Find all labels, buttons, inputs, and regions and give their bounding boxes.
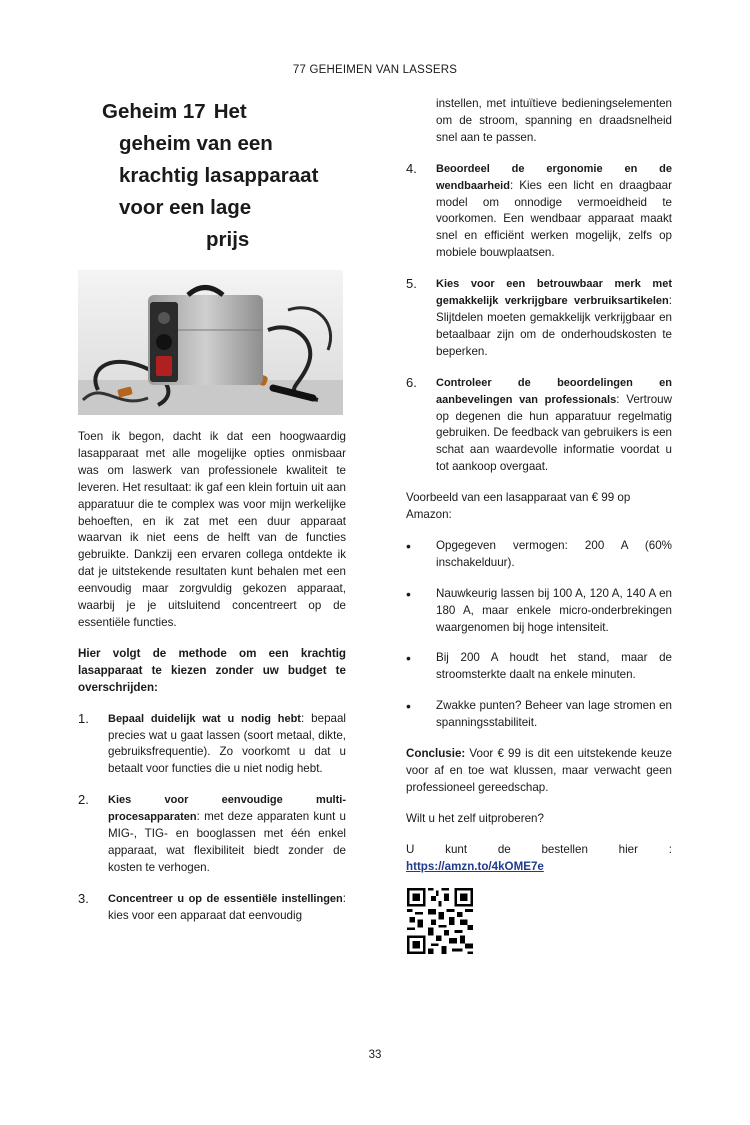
qr-code: [406, 888, 474, 954]
order-text: U kunt de bestellen hier :: [406, 842, 672, 856]
bullet-list: [406, 538, 672, 732]
step-text: : Slijtdelen moeten gemakkelijk verkrijgbaar en betaalbaar zijn om de onderhoudskosten te beperken.: [436, 294, 672, 358]
list-number: 5.: [406, 276, 417, 292]
step-heading: Beoordeel de ergonomie en de wendbaarheid: [436, 162, 672, 192]
bullet-item: [406, 538, 672, 572]
step-heading: Bepaal duidelijk wat u nodig hebt: [108, 712, 301, 725]
running-header: 77 GEHEIMEN VAN LASSERS: [292, 64, 458, 76]
title-line-3: krachtig lasapparaat: [119, 164, 319, 187]
title-prefix: Geheim 17: [102, 100, 206, 123]
list-number: 2.: [78, 792, 89, 808]
step-heading: Concentreer u op de essentiële instellingen: [108, 892, 343, 905]
steps-list-left: [78, 711, 346, 925]
title-line-2: geheim van een: [119, 132, 273, 155]
bullet-icon: •: [406, 698, 411, 715]
conclusion-text: Voor € 99 is dit een uitstekende keuze voor af en toe wat klussen, maar verwacht geen professioneel gereedschap.: [406, 747, 672, 794]
bullet-text: Zwakke punten? Beheer van lage stromen en spanningsstabiliteit.: [436, 699, 672, 730]
bullet-icon: •: [406, 537, 411, 554]
title-line-1: Het: [213, 100, 247, 123]
left-column: [78, 96, 346, 939]
conclusion-label: Conclusie:: [406, 747, 466, 761]
list-number: 1.: [78, 710, 89, 726]
page-number: 33: [368, 1049, 382, 1061]
list-item: [406, 276, 672, 361]
step-text: : met deze apparaten kunt u MIG-, TIG- en booglassen met één enkel apparaat, wat flexibiliteit biedt zonder de kosten te verhogen.: [108, 810, 346, 874]
bullet-icon: •: [406, 585, 411, 602]
list-item: [406, 161, 672, 262]
list-number: 6.: [406, 374, 417, 390]
bullet-text: Bij 200 A houdt het stand, maar de stroomsterkte daalt na enkele minuten.: [436, 651, 672, 682]
welding-machine-photo: [78, 270, 343, 415]
step-text: : bepaal precies wat u gaat lassen (soort metaal, dikte, gebruiksfrequentie). Zo voorkomt u dat u betaalt voor functies die u niet nodig hebt.: [108, 711, 346, 776]
bullet-text: Nauwkeurig lassen bij 100 A, 120 A, 140 A en 180 A, maar enkele micro-onderbrekingen waargenomen bij hoge intensiteit.: [436, 586, 672, 634]
conclusion-paragraph: [406, 746, 672, 797]
intro-paragraph: Toen ik begon, dacht ik dat een hoogwaardig lasapparaat met alle mogelijke opties onmisbaar was om laswerk van professionele kwaliteit te leveren. Het resultaat: ik gaf een klein fortuin uit aan apparatuur die te complex was voor mijn werkelijke behoeften, en ik zat met een duur apparaat waarvan ik niet eens de helft van de functies gebruikte. Dankzij een ervaren collega ontdekte ik dat je uitstekende resultaten kunt behalen met een eenvoudig maar zorgvuldig gekozen apparaat, waarbij je je uitsluitend concentreert op de essentiële functies.: [78, 430, 346, 629]
method-heading: Hier volgt de methode om een krachtig lasapparaat te kiezen zonder uw budget te overschrijden:: [78, 646, 346, 694]
step-heading: Kies voor een betrouwbaar merk met gemakkelijk verkrijgbare verbruiksartikelen: [436, 278, 672, 308]
list-number: 4.: [406, 160, 417, 176]
step-text: : kies voor een apparaat dat eenvoudig: [108, 891, 346, 922]
steps-list-right: [406, 96, 672, 476]
step-text: : Vertrouw op degenen die hun apparatuur regelmatig gebruiken. De feedback van gebruikers is een schat aan waardevolle informatie voordat u tot aankoop overgaat.: [436, 392, 672, 474]
bullet-text: Opgegeven vermogen: 200 A (60% inschakelduur).: [436, 538, 672, 569]
bullet-item: [406, 698, 672, 732]
step-heading: Kies voor eenvoudige multi-procesapparaten: [108, 794, 346, 824]
example-intro: Voorbeeld van een lasapparaat van € 99 op Amazon:: [406, 491, 631, 522]
list-item: [78, 891, 346, 925]
list-item: [406, 375, 672, 476]
bullet-item: [406, 586, 672, 637]
amazon-link[interactable]: https://amzn.to/4kOME7e: [406, 859, 544, 873]
chapter-title: [78, 96, 346, 256]
list-item: [78, 711, 346, 779]
right-column: [406, 96, 672, 954]
bullet-item: [406, 650, 672, 684]
list-item-continuation: [406, 96, 672, 147]
step-text: instellen, met intuïtieve bedieningselementen om de stroom, spanning en draadsnelheid snel aan te passen.: [436, 97, 672, 144]
bullet-icon: •: [406, 650, 411, 667]
step-heading: Controleer de beoordelingen en aanbevelingen van professionals: [436, 376, 672, 406]
list-item: [78, 792, 346, 877]
list-number: 3.: [78, 890, 89, 906]
title-line-5: prijs: [206, 228, 250, 251]
step-text: : Kies een licht en draagbaar model om onnodige vermoeidheid te voorkomen. Een wendbaar apparaat maakt snel en efficiënt werken mogelijk, zelfs op mobiele bouwplaatsen.: [436, 178, 672, 260]
question-text: Wilt u het zelf uitproberen?: [406, 811, 544, 825]
title-line-4: voor een lage: [119, 196, 252, 219]
